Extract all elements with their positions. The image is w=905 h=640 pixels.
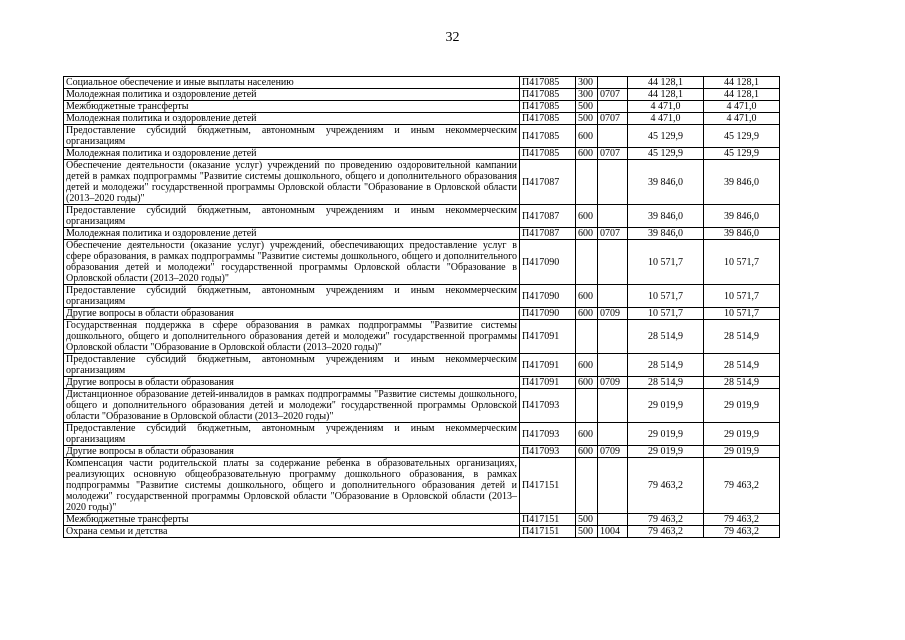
- row-amount-1: 44 128,1: [628, 89, 704, 101]
- row-description: Молодежная политика и оздоровление детей: [64, 148, 520, 160]
- row-amount-2: 79 463,2: [704, 458, 780, 514]
- row-amount-1: 79 463,2: [628, 458, 704, 514]
- row-amount-1: 28 514,9: [628, 320, 704, 354]
- row-amount-2: 10 571,7: [704, 308, 780, 320]
- table-row: [64, 77, 780, 89]
- row-amount-2: 79 463,2: [704, 514, 780, 526]
- row-amount-1: 79 463,2: [628, 514, 704, 526]
- row-section-code: 0709: [598, 377, 628, 389]
- table-row: [64, 160, 780, 205]
- row-target-code: П417091: [520, 377, 576, 389]
- row-description: Предоставление субсидий бюджетным, автономным учреждениям и иным некоммерческим организациям: [64, 423, 520, 446]
- row-section-code: 0707: [598, 148, 628, 160]
- row-description: Межбюджетные трансферты: [64, 101, 520, 113]
- row-target-code: П417090: [520, 308, 576, 320]
- row-amount-1: 10 571,7: [628, 308, 704, 320]
- table-row: [64, 205, 780, 228]
- row-amount-2: 28 514,9: [704, 377, 780, 389]
- row-amount-2: 29 019,9: [704, 389, 780, 423]
- row-target-code: П417093: [520, 423, 576, 446]
- table-row: [64, 101, 780, 113]
- row-amount-1: 45 129,9: [628, 125, 704, 148]
- row-description: Межбюджетные трансферты: [64, 514, 520, 526]
- row-expense-type: [576, 389, 598, 423]
- row-target-code: П417091: [520, 320, 576, 354]
- row-target-code: П417085: [520, 101, 576, 113]
- row-expense-type: 500: [576, 514, 598, 526]
- row-section-code: [598, 205, 628, 228]
- row-amount-2: 28 514,9: [704, 320, 780, 354]
- row-amount-2: 44 128,1: [704, 89, 780, 101]
- table-row: [64, 389, 780, 423]
- row-section-code: [598, 125, 628, 148]
- row-section-code: 0707: [598, 89, 628, 101]
- row-section-code: [598, 101, 628, 113]
- table-row: [64, 125, 780, 148]
- row-description: Предоставление субсидий бюджетным, автономным учреждениям и иным некоммерческим организациям: [64, 205, 520, 228]
- row-description: Другие вопросы в области образования: [64, 308, 520, 320]
- row-amount-2: 79 463,2: [704, 526, 780, 538]
- row-target-code: П417151: [520, 526, 576, 538]
- row-target-code: П417090: [520, 285, 576, 308]
- row-expense-type: 600: [576, 377, 598, 389]
- row-expense-type: 600: [576, 308, 598, 320]
- row-amount-1: 29 019,9: [628, 389, 704, 423]
- row-target-code: П417151: [520, 458, 576, 514]
- table-row: [64, 320, 780, 354]
- table-row: [64, 240, 780, 285]
- row-expense-type: 600: [576, 228, 598, 240]
- row-amount-1: 28 514,9: [628, 377, 704, 389]
- row-amount-1: 28 514,9: [628, 354, 704, 377]
- row-amount-2: 39 846,0: [704, 160, 780, 205]
- row-target-code: П417093: [520, 389, 576, 423]
- row-amount-2: 28 514,9: [704, 354, 780, 377]
- row-amount-2: 10 571,7: [704, 240, 780, 285]
- row-expense-type: 500: [576, 526, 598, 538]
- table-row: [64, 377, 780, 389]
- row-section-code: [598, 423, 628, 446]
- row-expense-type: 300: [576, 89, 598, 101]
- row-description: Компенсация части родительской платы за содержание ребенка в образовательных организациях, реализующих основную общеобразовательную программу дошкольного образования, в рамках подпрограммы "Развитие системы дошкольного, общего и дополнительного образования детей и молодежи" государственной программы Орловской области "Образование в Орловской области (2013–2020 годы)": [64, 458, 520, 514]
- row-section-code: [598, 389, 628, 423]
- row-amount-1: 79 463,2: [628, 526, 704, 538]
- row-expense-type: 500: [576, 113, 598, 125]
- row-description: Другие вопросы в области образования: [64, 446, 520, 458]
- table-row: [64, 89, 780, 101]
- row-amount-1: 39 846,0: [628, 160, 704, 205]
- row-expense-type: [576, 458, 598, 514]
- row-amount-1: 45 129,9: [628, 148, 704, 160]
- table-row: [64, 458, 780, 514]
- row-description: Другие вопросы в области образования: [64, 377, 520, 389]
- row-section-code: [598, 240, 628, 285]
- table-row: [64, 446, 780, 458]
- row-amount-2: 39 846,0: [704, 228, 780, 240]
- row-section-code: 0707: [598, 228, 628, 240]
- row-description: Дистанционное образование детей-инвалидов в рамках подпрограммы "Развитие системы дошкольного, общего и дополнительного образования детей и молодежи" государственной программы Орловской области "Образование в Орловской области (2013–2020 годы)": [64, 389, 520, 423]
- row-section-code: [598, 458, 628, 514]
- row-expense-type: 300: [576, 77, 598, 89]
- row-description: Обеспечение деятельности (оказание услуг) учреждений, обеспечивающих предоставление услуг в сфере образования, в рамках подпрограммы "Развитие системы дошкольного, общего и дополнительного образования детей и молодежи" государственной программы Орловской области "Образование в Орловской области (2013–2020 годы)": [64, 240, 520, 285]
- row-section-code: [598, 285, 628, 308]
- row-expense-type: 600: [576, 205, 598, 228]
- row-amount-1: 10 571,7: [628, 285, 704, 308]
- table-row: [64, 423, 780, 446]
- row-target-code: П417085: [520, 113, 576, 125]
- row-amount-2: 29 019,9: [704, 446, 780, 458]
- row-amount-2: 4 471,0: [704, 113, 780, 125]
- row-section-code: [598, 320, 628, 354]
- row-description: Молодежная политика и оздоровление детей: [64, 228, 520, 240]
- row-description: Обеспечение деятельности (оказание услуг) учреждений по проведению оздоровительной кампании детей в рамках подпрограммы "Развитие системы дошкольного, общего и дополнительного образования детей и молодежи" государственной программы Орловской области "Образование в Орловской области (2013–2020 годы)": [64, 160, 520, 205]
- row-description: Предоставление субсидий бюджетным, автономным учреждениям и иным некоммерческим организациям: [64, 354, 520, 377]
- row-amount-2: 4 471,0: [704, 101, 780, 113]
- row-amount-2: 29 019,9: [704, 423, 780, 446]
- row-expense-type: 500: [576, 101, 598, 113]
- row-target-code: П417090: [520, 240, 576, 285]
- row-expense-type: 600: [576, 125, 598, 148]
- row-description: Охрана семьи и детства: [64, 526, 520, 538]
- row-description: Социальное обеспечение и иные выплаты населению: [64, 77, 520, 89]
- row-amount-1: 10 571,7: [628, 240, 704, 285]
- row-amount-1: 4 471,0: [628, 113, 704, 125]
- row-amount-1: 39 846,0: [628, 228, 704, 240]
- row-target-code: П417087: [520, 205, 576, 228]
- table-row: [64, 285, 780, 308]
- table-row: [64, 308, 780, 320]
- row-expense-type: 600: [576, 148, 598, 160]
- row-amount-2: 39 846,0: [704, 205, 780, 228]
- row-target-code: П417085: [520, 125, 576, 148]
- row-amount-2: 45 129,9: [704, 148, 780, 160]
- row-expense-type: [576, 320, 598, 354]
- row-target-code: П417085: [520, 77, 576, 89]
- row-target-code: П417085: [520, 148, 576, 160]
- row-amount-1: 29 019,9: [628, 423, 704, 446]
- page-number: 32: [445, 30, 460, 45]
- row-expense-type: 600: [576, 354, 598, 377]
- table-row: [64, 148, 780, 160]
- row-description: Молодежная политика и оздоровление детей: [64, 113, 520, 125]
- row-target-code: П417091: [520, 354, 576, 377]
- row-target-code: П417085: [520, 89, 576, 101]
- row-target-code: П417087: [520, 228, 576, 240]
- row-expense-type: [576, 240, 598, 285]
- table-row: [64, 514, 780, 526]
- row-description: Молодежная политика и оздоровление детей: [64, 89, 520, 101]
- row-expense-type: 600: [576, 423, 598, 446]
- table-row: [64, 113, 780, 125]
- row-description: Государственная поддержка в сфере образования в рамках подпрограммы "Развитие системы дошкольного, общего и дополнительного образования детей и молодежи" государственной программы Орловской области "Образование в Орловской области (2013–2020 годы)": [64, 320, 520, 354]
- row-section-code: 0709: [598, 308, 628, 320]
- budget-table: [63, 76, 780, 538]
- row-section-code: 0707: [598, 113, 628, 125]
- row-section-code: [598, 160, 628, 205]
- row-target-code: П417093: [520, 446, 576, 458]
- row-amount-1: 4 471,0: [628, 101, 704, 113]
- row-target-code: П417151: [520, 514, 576, 526]
- row-description: Предоставление субсидий бюджетным, автономным учреждениям и иным некоммерческим организациям: [64, 285, 520, 308]
- row-amount-1: 39 846,0: [628, 205, 704, 228]
- table-row: [64, 526, 780, 538]
- row-amount-2: 44 128,1: [704, 77, 780, 89]
- row-expense-type: 600: [576, 446, 598, 458]
- row-amount-2: 45 129,9: [704, 125, 780, 148]
- row-section-code: 1004: [598, 526, 628, 538]
- row-expense-type: [576, 160, 598, 205]
- budget-table-body: [64, 77, 780, 538]
- table-row: [64, 228, 780, 240]
- row-amount-1: 29 019,9: [628, 446, 704, 458]
- row-target-code: П417087: [520, 160, 576, 205]
- row-section-code: [598, 354, 628, 377]
- table-row: [64, 354, 780, 377]
- row-description: Предоставление субсидий бюджетным, автономным учреждениям и иным некоммерческим организациям: [64, 125, 520, 148]
- row-section-code: [598, 514, 628, 526]
- row-section-code: 0709: [598, 446, 628, 458]
- row-section-code: [598, 77, 628, 89]
- row-amount-1: 44 128,1: [628, 77, 704, 89]
- row-expense-type: 600: [576, 285, 598, 308]
- row-amount-2: 10 571,7: [704, 285, 780, 308]
